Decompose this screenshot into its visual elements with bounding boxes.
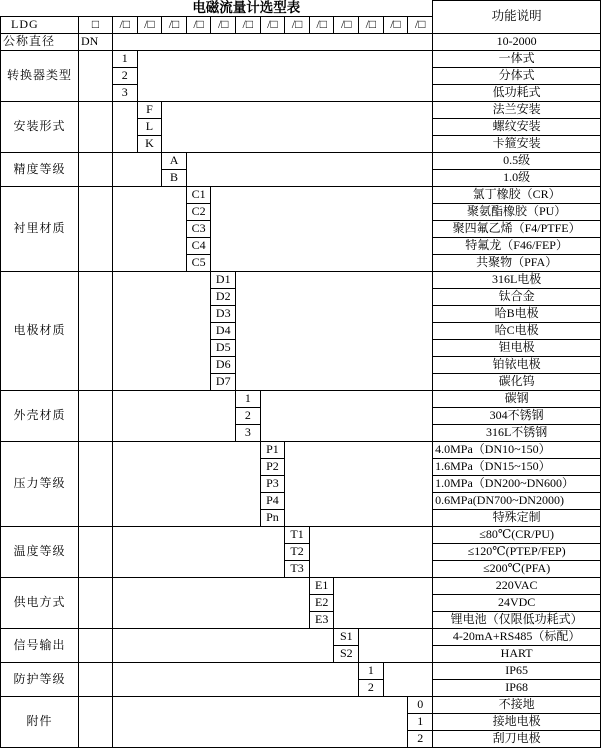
code-cell: 1 <box>113 50 138 67</box>
code-cell: A <box>162 152 187 169</box>
code-cell: 2 <box>408 730 433 747</box>
description-cell: 220VAC <box>433 577 601 594</box>
description-cell: 铂铱电极 <box>433 356 601 373</box>
description-cell: 聚氨酯橡胶（PU） <box>433 203 601 220</box>
code-cell: C2 <box>186 203 211 220</box>
empty-cell <box>137 50 433 101</box>
description-cell: 氯丁橡胶（CR） <box>433 186 601 203</box>
function-column-header: 功能说明 <box>433 1 601 34</box>
model-code-slot: /□ <box>113 16 138 33</box>
empty-cell <box>162 101 433 152</box>
description-cell: HART <box>433 645 601 662</box>
section-label: 信号输出 <box>1 628 79 662</box>
section-label: 防护等级 <box>1 662 79 696</box>
description-cell: 分体式 <box>433 67 601 84</box>
code-cell: 1 <box>359 662 384 679</box>
model-code-slot: /□ <box>383 16 408 33</box>
description-cell: 钽电极 <box>433 339 601 356</box>
code-cell: T2 <box>285 543 310 560</box>
empty-cell <box>211 186 433 271</box>
description-cell: 4.0MPa（DN10~150） <box>433 441 601 458</box>
description-cell: 一体式 <box>433 50 601 67</box>
code-cell: P2 <box>260 458 285 475</box>
empty-cell <box>113 390 236 441</box>
description-cell: 316L电极 <box>433 271 601 288</box>
empty-cell <box>79 441 113 526</box>
section-label: 供电方式 <box>1 577 79 628</box>
model-code-slot: /□ <box>334 16 359 33</box>
model-code-slot: /□ <box>359 16 384 33</box>
code-cell: D1 <box>211 271 236 288</box>
empty-cell <box>113 441 261 526</box>
section-label: 附件 <box>1 696 79 747</box>
description-cell: 钛合金 <box>433 288 601 305</box>
empty-cell <box>113 271 211 390</box>
model-code-slot: /□ <box>260 16 285 33</box>
model-code-slot: /□ <box>162 16 187 33</box>
empty-cell <box>113 186 187 271</box>
code-cell: D2 <box>211 288 236 305</box>
model-code-slot: /□ <box>408 16 433 33</box>
code-cell: 1 <box>236 390 261 407</box>
section-label: 衬里材质 <box>1 186 79 271</box>
section-label: 精度等级 <box>1 152 79 186</box>
description-cell: 接地电极 <box>433 713 601 730</box>
description-cell: 0.5级 <box>433 152 601 169</box>
section-label: 外壳材质 <box>1 390 79 441</box>
code-cell: 0 <box>408 696 433 713</box>
model-code-slot: /□ <box>236 16 261 33</box>
code-cell: T3 <box>285 560 310 577</box>
empty-cell <box>113 526 285 577</box>
empty-cell <box>383 662 432 696</box>
code-cell: Pn <box>260 509 285 526</box>
empty-cell <box>79 696 113 747</box>
description-cell: 10-2000 <box>433 33 601 50</box>
code-cell: 2 <box>113 67 138 84</box>
description-cell: 哈C电极 <box>433 322 601 339</box>
empty-cell <box>79 186 113 271</box>
empty-cell <box>113 152 162 186</box>
description-cell: 0.6MPa(DN700~DN2000) <box>433 492 601 509</box>
description-cell: 碳化钨 <box>433 373 601 390</box>
description-cell: ≤120℃(PTEP/FEP) <box>433 543 601 560</box>
code-cell: C4 <box>186 237 211 254</box>
description-cell: 不接地 <box>433 696 601 713</box>
code-cell: E3 <box>309 611 334 628</box>
code-cell: 2 <box>236 407 261 424</box>
description-cell: 碳钢 <box>433 390 601 407</box>
description-cell: 螺纹安装 <box>433 118 601 135</box>
code-cell: P3 <box>260 475 285 492</box>
model-code-slot: /□ <box>186 16 211 33</box>
empty-cell <box>113 101 138 152</box>
description-cell: 24VDC <box>433 594 601 611</box>
description-cell: 刮刀电极 <box>433 730 601 747</box>
empty-cell <box>236 271 433 390</box>
description-cell: 法兰安装 <box>433 101 601 118</box>
empty-cell <box>113 696 408 747</box>
code-cell: L <box>137 118 162 135</box>
section-label: 安装形式 <box>1 101 79 152</box>
description-cell: 1.0MPa（DN200~DN600） <box>433 475 601 492</box>
description-cell: 特殊定制 <box>433 509 601 526</box>
empty-cell <box>79 390 113 441</box>
code-cell: DN <box>79 33 113 50</box>
code-cell: C3 <box>186 220 211 237</box>
description-cell: 4-20mA+RS485（标配） <box>433 628 601 645</box>
code-cell: 3 <box>236 424 261 441</box>
model-code-box: □ <box>79 16 113 33</box>
empty-cell <box>113 577 310 628</box>
model-code-slot: /□ <box>285 16 310 33</box>
description-cell: 锂电池（仅限低功耗式） <box>433 611 601 628</box>
empty-cell <box>113 33 433 50</box>
code-cell: T1 <box>285 526 310 543</box>
code-cell: D4 <box>211 322 236 339</box>
empty-cell <box>359 628 433 662</box>
empty-cell <box>79 628 113 662</box>
description-cell: 特氟龙（F46/FEP） <box>433 237 601 254</box>
code-cell: C1 <box>186 186 211 203</box>
empty-cell <box>334 577 433 628</box>
empty-cell <box>113 628 334 662</box>
section-label: 转换器类型 <box>1 50 79 101</box>
description-cell: 哈B电极 <box>433 305 601 322</box>
section-label: 公称直径 <box>1 33 79 50</box>
empty-cell <box>79 271 113 390</box>
code-cell: D6 <box>211 356 236 373</box>
code-cell: S2 <box>334 645 359 662</box>
description-cell: 低功耗式 <box>433 84 601 101</box>
section-label: 温度等级 <box>1 526 79 577</box>
model-prefix: LDG <box>1 16 79 33</box>
code-cell: K <box>137 135 162 152</box>
code-cell: 1 <box>408 713 433 730</box>
description-cell: IP65 <box>433 662 601 679</box>
model-code-slot: /□ <box>211 16 236 33</box>
code-cell: F <box>137 101 162 118</box>
section-label: 压力等级 <box>1 441 79 526</box>
empty-cell <box>309 526 432 577</box>
page-title: 电磁流量计选型表 <box>1 1 433 17</box>
code-cell: C5 <box>186 254 211 271</box>
model-code-slot: /□ <box>309 16 334 33</box>
code-cell: 2 <box>359 679 384 696</box>
empty-cell <box>113 662 359 696</box>
description-cell: 316L不锈钢 <box>433 424 601 441</box>
empty-cell <box>186 152 432 186</box>
description-cell: ≤200℃(PFA) <box>433 560 601 577</box>
empty-cell <box>79 577 113 628</box>
description-cell: 卡箍安装 <box>433 135 601 152</box>
empty-cell <box>260 390 432 441</box>
empty-cell <box>79 50 113 101</box>
description-cell: ≤80℃(CR/PU) <box>433 526 601 543</box>
code-cell: E2 <box>309 594 334 611</box>
code-cell: 3 <box>113 84 138 101</box>
description-cell: 1.0级 <box>433 169 601 186</box>
empty-cell <box>79 101 113 152</box>
code-cell: D5 <box>211 339 236 356</box>
description-cell: 共聚物（PFA） <box>433 254 601 271</box>
description-cell: 聚四氟乙烯（F4/PTFE） <box>433 220 601 237</box>
section-label: 电极材质 <box>1 271 79 390</box>
code-cell: P4 <box>260 492 285 509</box>
code-cell: D3 <box>211 305 236 322</box>
code-cell: B <box>162 169 187 186</box>
description-cell: IP68 <box>433 679 601 696</box>
empty-cell <box>79 662 113 696</box>
description-cell: 304不锈钢 <box>433 407 601 424</box>
description-cell: 1.6MPa（DN15~150） <box>433 458 601 475</box>
code-cell: E1 <box>309 577 334 594</box>
model-code-slot: /□ <box>137 16 162 33</box>
empty-cell <box>79 152 113 186</box>
code-cell: P1 <box>260 441 285 458</box>
empty-cell <box>285 441 433 526</box>
code-cell: S1 <box>334 628 359 645</box>
code-cell: D7 <box>211 373 236 390</box>
empty-cell <box>79 526 113 577</box>
